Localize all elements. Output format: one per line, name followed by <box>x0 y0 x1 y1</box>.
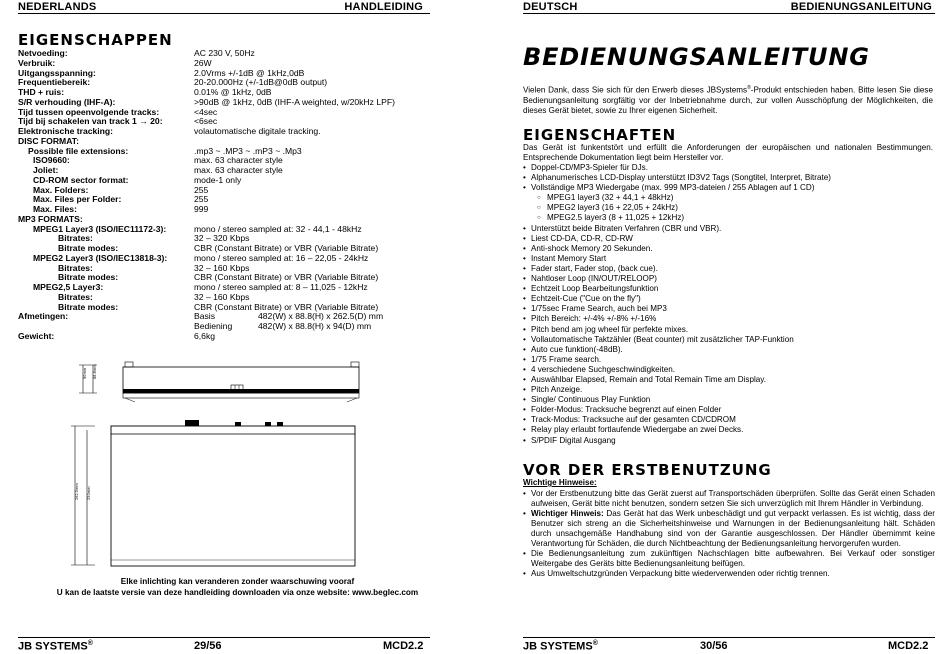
feature-item <box>523 183 935 193</box>
bullet-icon: • <box>523 223 526 233</box>
spec-value: 26W <box>194 57 212 68</box>
feature-item <box>523 415 935 425</box>
note-item <box>523 569 935 579</box>
note-body: Die Bedienungsanleitung zum zukünftigen Nachschlagen bitte aufbewahren. Bei Verkauf oder sonstiger Weitergabe des Geräts bitte Bedienungsanleitung beifügen. <box>531 549 935 569</box>
feature-item <box>523 335 935 345</box>
spec-value: 255 <box>194 194 209 205</box>
section-title: EIGENSCHAPPEN <box>18 31 173 49</box>
feature-text: S/PDIF Digital Ausgang <box>531 435 616 445</box>
footer-brand: JB SYSTEMS® <box>18 640 93 653</box>
bullet-icon: • <box>523 569 526 579</box>
header-manual: BEDIENUNGSANLEITUNG <box>790 1 932 13</box>
feature-item <box>523 224 935 234</box>
spec-value: <4sec <box>194 106 218 117</box>
feature-item <box>523 163 935 173</box>
spec-value: mono / stereo sampled at: 32 - 44,1 - 48kHz <box>194 223 362 234</box>
spec-value-part: Bediening <box>194 321 233 331</box>
bullet-icon: • <box>523 263 526 273</box>
spec-label: Possible file extensions: <box>28 146 129 156</box>
footer-page-number: 29/56 <box>194 640 222 652</box>
spec-label: Tijd tussen opeenvolgende tracks: <box>18 107 160 117</box>
footer-brand: JB SYSTEMS® <box>523 640 598 653</box>
feature-text: MPEG2.5 layer3 (8 + 11,025 + 12kHz) <box>547 213 685 223</box>
feature-text: Pitch bend am jog wheel für perfekte mixes. <box>531 324 689 334</box>
spec-value: mode-1 only <box>194 174 242 185</box>
notes-list <box>523 489 935 579</box>
spec-value: 32 – 320 Kbps <box>194 233 250 244</box>
bullet-icon: • <box>523 364 526 374</box>
spec-value: 255 <box>194 184 209 195</box>
feature-item <box>523 304 935 314</box>
intro-paragraph: Vielen Dank, dass Sie sich für den Erwerb dieses JBSystems®-Produkt entschieden haben. Bitte lesen Sie diese Bedienungsanleitung sorgfältig vor der Inbetriebnahme durch, zur vollen Ausschöpfung der Möglichkeiten, die dieses Gerät bietet, sowie zu Ihrer eigenen Sicherheit. <box>523 85 933 115</box>
spec-value: max. 63 character style <box>194 155 283 166</box>
bullet-icon: • <box>523 284 526 294</box>
feature-text: Nahtloser Loop (IN/OUT/RELOOP) <box>531 274 657 284</box>
header-language: NEDERLANDS <box>18 1 97 13</box>
note-body: Das Gerät hat das Werk unbeschädigt und gut verpackt verlassen. Es ist wichtig, dass der Benutzer sich streng an die Sicherheitshinweise und Warnungen in der Bedienungsanleitung hält. Schäden durch unsachgemäße Handhabung sind von der Garantie ausgeschlossen. Der Händler übernimmt keine Verantwortung für Schäden, die durch Nichtbeachtung der Bedienungsanleitung hervorgerufen wurden. <box>531 509 935 549</box>
spec-label: DISC FORMAT: <box>18 136 79 146</box>
feature-text: Echtzeit-Cue ("Cue on the fly") <box>531 294 641 304</box>
feature-item <box>523 325 935 335</box>
notes-heading: Wichtige Hinweise: <box>523 478 597 487</box>
front-height-label-1: 90mm <box>83 367 87 379</box>
bullet-icon: • <box>523 435 526 445</box>
spec-label: MPEG2 Layer3 (ISO/IEC13818-3): <box>33 253 168 263</box>
spec-value-dimension: 482(W) x 88.8(H) x 262.5(D) mm <box>258 311 384 322</box>
spec-value: 2.0Vrms +/-1dB @ 1kHz,0dB <box>194 67 305 78</box>
feature-item <box>523 385 935 395</box>
spec-label: Max. Files: <box>33 205 77 214</box>
note-text <box>531 569 935 579</box>
footer-model: MCD2.2 <box>888 640 929 652</box>
feature-item <box>523 173 935 183</box>
spec-value: CBR (Constant Bitrate) or VBR (Variable Bitrate) <box>194 243 379 253</box>
spec-row <box>18 205 458 215</box>
spec-label: CD-ROM sector format: <box>33 175 129 185</box>
top-depth-label-2: 250mm <box>87 486 91 500</box>
spec-label: Verbruik: <box>18 58 56 68</box>
feature-item <box>523 284 935 294</box>
feature-text: Auto cue funktion(-48dB). <box>531 344 623 354</box>
spec-value: CBR (Constant Bitrate) or VBR (Variable Bitrate) <box>194 272 379 283</box>
feature-text: Echtzeit Loop Bearbeitungsfunktion <box>531 284 659 294</box>
spec-value: 20-20.000Hz (+/-1dB@0dB output) <box>194 77 328 88</box>
bullet-icon: • <box>523 163 526 172</box>
spec-value: AC 230 V, 50Hz <box>194 48 255 58</box>
caption-line-1: Elke inlichting kan veranderen zonder waarschuwing vooraf <box>120 577 355 586</box>
features-list <box>523 163 935 446</box>
spec-row <box>18 322 458 332</box>
bullet-icon: • <box>523 233 526 243</box>
bullet-icon: • <box>523 374 526 384</box>
bullet-icon: • <box>523 334 526 344</box>
feature-text: 4 verschiedene Suchgeschwindigkeiten. <box>531 364 675 374</box>
feature-item <box>523 436 935 446</box>
spec-label: Joliet: <box>33 166 59 175</box>
spec-label: Frequentiebereik: <box>18 78 91 88</box>
feature-item <box>523 254 935 264</box>
note-text <box>531 489 935 509</box>
circle-bullet-icon: ○ <box>537 195 541 202</box>
front-height-label-2: 88.8mm <box>93 364 97 379</box>
feature-item <box>523 405 935 415</box>
feature-item <box>523 355 935 365</box>
spec-row <box>18 127 458 137</box>
note-body: Vor der Erstbenutzung bitte das Gerät zuerst auf Transportschäden überprüfen. Sollte das Gerät einen Schaden aufweisen, Gerät bitte nicht benutzen, sondern setzen Sie sich unverzüglich mit Ihrem Händler in Verbindung. <box>531 489 935 509</box>
spec-value: 32 – 160 Kbps <box>194 262 250 273</box>
bullet-icon: • <box>523 509 526 519</box>
spec-value: <6sec <box>194 116 218 127</box>
bullet-icon: • <box>523 395 526 405</box>
feature-text: Pitch Bereich: +/-4% +/-8% +/-16% <box>531 314 657 324</box>
feature-text: MPEG2 layer3 (16 + 22,05 + 24kHz) <box>547 203 678 213</box>
feature-text: Doppel-CD/MP3-Spieler für DJs. <box>531 163 648 172</box>
top-depth-label-1: 262.5mm <box>75 483 79 500</box>
note-text <box>531 549 935 569</box>
feature-item <box>523 395 935 405</box>
footer-page-number: 30/56 <box>700 640 728 652</box>
bullet-icon: • <box>523 243 526 253</box>
spec-label: Bitrate modes: <box>58 273 119 283</box>
header-rule <box>18 13 430 14</box>
bullet-icon: • <box>523 549 526 559</box>
spec-row <box>18 195 458 205</box>
spec-label: Bitrates: <box>58 263 93 273</box>
bullet-icon: • <box>523 294 526 304</box>
spec-label: Max. Folders: <box>33 185 89 195</box>
spec-label: Bitrates: <box>58 292 93 302</box>
feature-item <box>523 425 935 435</box>
spec-row <box>18 303 458 313</box>
footer-rule <box>523 637 935 638</box>
spec-label: Bitrates: <box>58 234 93 244</box>
spec-table <box>18 49 458 342</box>
feature-text: 1/75 Frame search. <box>531 354 602 364</box>
feature-item <box>523 274 935 284</box>
bullet-icon: • <box>523 173 526 183</box>
note-bold-lead: Wichtiger Hinweis: <box>531 509 604 519</box>
note-item <box>523 489 935 509</box>
spec-label: Bitrate modes: <box>58 244 119 253</box>
spec-label: MPEG1 Layer3 (ISO/IEC11172-3): <box>33 224 167 234</box>
feature-text: Track-Modus: Tracksuche auf der gesamten CD/CDROM <box>531 415 736 425</box>
spec-label: Afmetingen: <box>18 312 69 322</box>
note-item <box>523 549 935 569</box>
spec-value: mono / stereo sampled at: 8 – 11,025 - 12kHz <box>194 282 368 292</box>
spec-label: Gewicht: <box>18 331 55 341</box>
spec-row <box>18 332 458 342</box>
front-view-drawing <box>65 345 385 407</box>
bullet-icon: • <box>523 489 526 498</box>
bullet-icon: • <box>523 405 526 415</box>
spec-row <box>18 108 458 118</box>
section-first-use-title: VOR DER ERSTBENUTZUNG <box>523 461 772 479</box>
page-title: BEDIENUNGSANLEITUNG <box>523 43 870 71</box>
spec-row <box>18 98 458 108</box>
spec-label: Uitgangsspanning: <box>18 68 96 78</box>
feature-text: Auswählbar Elapsed, Remain and Total Remain Time am Display. <box>531 374 766 384</box>
features-intro: Das Gerät ist funkentstört und erfüllt die Anforderungen der europäischen und nationalen Bestimmungen. Entsprechende Dokumentation liegt beim Hersteller vor. <box>523 143 933 162</box>
feature-item <box>523 234 935 244</box>
feature-text: Vollautomatische Taktzähler (Beat counter) mit zusätzlicher TAP-Funktion <box>531 334 794 344</box>
bullet-icon: • <box>523 425 526 435</box>
feature-text: Instant Memory Start <box>531 253 607 263</box>
feature-item <box>523 294 935 304</box>
feature-item <box>523 375 935 385</box>
spec-label: THD + ruis: <box>18 88 65 97</box>
bullet-icon: • <box>523 354 526 364</box>
spec-value: mono / stereo sampled at: 16 – 22,05 - 24kHz <box>194 252 369 263</box>
caption-line-2: U kan de laatste versie van deze handleiding downloaden via onze website: www.beglec.com <box>56 588 419 597</box>
feature-text: Alphanumerisches LCD-Display unterstützt ID3V2 Tags (Songtitel, Interpret, Bitrate) <box>531 173 831 183</box>
spec-label: Tijd bij schakelen van track 1 → 20: <box>18 117 163 127</box>
bullet-icon: • <box>523 253 526 263</box>
spec-label: S/R verhouding (IHF-A): <box>18 97 116 107</box>
section-features-title: EIGENSCHAFTEN <box>523 126 677 144</box>
feature-text: Liest CD-DA, CD-R, CD-RW <box>531 233 633 243</box>
feature-text: Single/ Continuous Play Funktion <box>531 395 651 405</box>
right-page <box>475 0 950 654</box>
feature-item <box>523 244 935 254</box>
spec-row <box>18 186 458 196</box>
feature-text: 1/75sec Frame Search, auch bei MP3 <box>531 304 667 314</box>
spec-value: 0.01% @ 1kHz, 0dB <box>194 87 272 97</box>
spec-value: max. 63 character style <box>194 165 283 175</box>
feature-text: Folder-Modus: Tracksuche begrenzt auf einen Folder <box>531 405 722 415</box>
feature-text: Vollständige MP3 Wiedergabe (max. 999 MP3-dateien / 255 Ablagen auf 1 CD) <box>531 183 815 193</box>
feature-subitem <box>523 193 935 203</box>
spec-label <box>18 322 194 332</box>
bullet-icon: • <box>523 324 526 334</box>
spec-row <box>18 49 458 59</box>
bullet-icon: • <box>523 385 526 395</box>
spec-value: >90dB @ 1kHz, 0dB (IHF-A weighted, w/20kHz LPF) <box>194 96 395 107</box>
spec-value: 999 <box>194 204 209 214</box>
header-rule <box>523 13 935 14</box>
circle-bullet-icon: ○ <box>537 205 541 212</box>
bullet-icon: • <box>523 344 526 354</box>
spec-value-part: Basis <box>194 311 216 322</box>
feature-text: Anti-shock Memory 20 Sekunden. <box>531 243 653 253</box>
header-language: DEUTSCH <box>523 1 578 13</box>
circle-bullet-icon: ○ <box>537 215 541 222</box>
feature-item <box>523 264 935 274</box>
spec-value: volautomatische digitale tracking. <box>194 126 321 136</box>
spec-row <box>18 312 458 322</box>
bullet-icon: • <box>523 314 526 324</box>
feature-item <box>523 345 935 355</box>
feature-text: Fader start, Fader stop, (back cue). <box>531 263 658 273</box>
spec-value: 6,6kg <box>194 330 216 341</box>
spec-value: CBR (Constant Bitrate) or VBR (Variable Bitrate) <box>194 301 379 312</box>
spec-label: Netvoeding: <box>18 49 68 58</box>
note-item <box>523 509 935 549</box>
feature-subitem <box>523 203 935 213</box>
footer-rule <box>18 637 430 638</box>
spec-label: ISO9660: <box>33 156 70 166</box>
spec-row <box>18 176 458 186</box>
spec-label: MPEG2,5 Layer3: <box>33 283 104 292</box>
feature-subitem <box>523 213 935 223</box>
spec-value-dimension: 482(W) x 88.8(H) x 94(D) mm <box>258 321 372 331</box>
spec-label: MP3 FORMATS: <box>18 214 83 224</box>
spec-label: Bitrate modes: <box>58 302 119 312</box>
bullet-icon: • <box>523 274 526 284</box>
feature-item <box>523 365 935 375</box>
bullet-icon: • <box>523 415 526 425</box>
footer-model: MCD2.2 <box>383 640 424 652</box>
spec-value: 32 – 160 Kbps <box>194 291 250 302</box>
bullet-icon: • <box>523 183 526 193</box>
feature-text: Pitch Anzeige. <box>531 385 583 395</box>
spec-value <box>194 322 458 332</box>
feature-text: Relay play erlaubt fortlaufende Wiedergabe an zwei Decks. <box>531 425 744 435</box>
spec-label: Elektronische tracking: <box>18 127 114 136</box>
top-view-drawing <box>65 420 385 576</box>
feature-text: MPEG1 layer3 (32 + 44,1 + 48kHz) <box>547 193 674 203</box>
feature-text: Unterstützt beide Bitraten Verfahren (CBR und VBR). <box>531 223 722 233</box>
feature-item <box>523 314 935 324</box>
spec-value: .mp3 ~ .MP3 ~ .mP3 ~ .Mp3 <box>194 145 302 156</box>
bullet-icon: • <box>523 304 526 314</box>
note-text <box>531 509 935 549</box>
header-manual: HANDLEIDING <box>344 1 423 13</box>
spec-label: Max. Files per Folder: <box>33 195 122 205</box>
note-body: Aus Umweltschutzgründen Verpackung bitte wiederverwenden oder richtig trennen. <box>531 569 830 579</box>
